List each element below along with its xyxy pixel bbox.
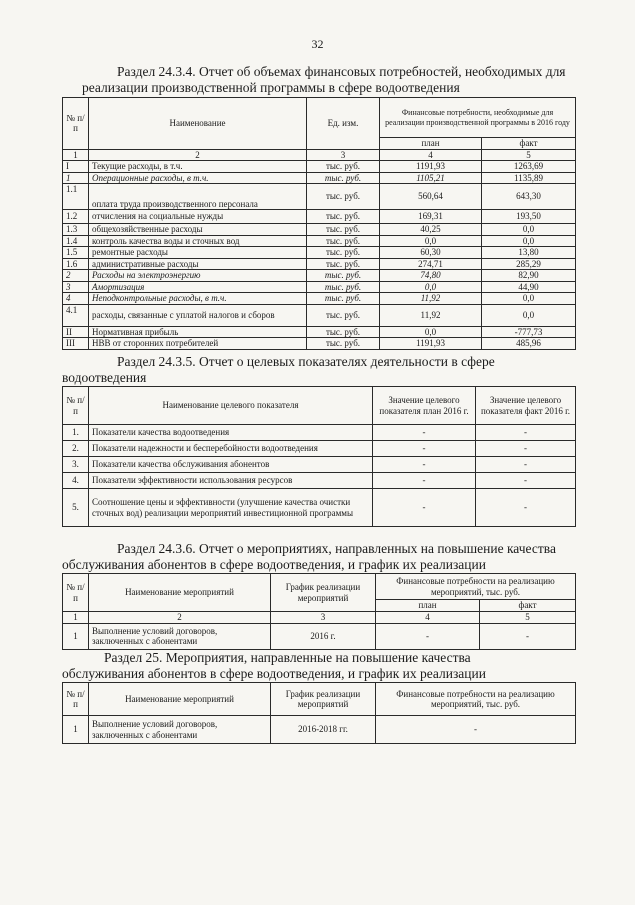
row-fact: 44,90 (482, 281, 576, 293)
row-name: Операционные расходы, в т.ч. (89, 172, 307, 184)
row-name: Нормативная прибыль (89, 326, 307, 338)
row-num: 3. (63, 457, 89, 473)
table-row (63, 270, 576, 282)
row-name: Расходы на электроэнергию (89, 270, 307, 282)
index-cell: 2 (89, 612, 271, 624)
row-plan: 560,64 (380, 184, 482, 210)
row-fact: - (480, 623, 576, 649)
col-header-fin: Финансовые потребности на реализацию мероприятий, тыс. руб. (376, 683, 576, 716)
section-24-3-4-title-line1: Раздел 24.3.4. Отчет об объемах финансовых потребностей, необходимых для (117, 64, 566, 79)
row-schedule: 2016-2018 гг. (271, 716, 376, 744)
row-fact: 1263,69 (482, 161, 576, 173)
row-unit: тыс. руб. (307, 224, 380, 236)
col-header-fin: Финансовые потребности, необходимые для реализации производственной программы в 2016 году (380, 98, 576, 138)
col-header-num: № п/п (63, 683, 89, 716)
row-fact: 82,90 (482, 270, 576, 282)
row-name: Текущие расходы, в т.ч. (89, 161, 307, 173)
section-24-3-6-title-line1: Раздел 24.3.6. Отчет о мероприятиях, направленных на повышение качества (117, 541, 556, 556)
row-unit: тыс. руб. (307, 172, 380, 184)
row-name: общехозяйственные расходы (89, 224, 307, 236)
row-num: I (63, 161, 89, 173)
row-unit: тыс. руб. (307, 247, 380, 259)
row-plan: 0,0 (380, 281, 482, 293)
row-plan: 74,80 (380, 270, 482, 282)
row-plan: - (373, 457, 476, 473)
col-header-plan: план (380, 138, 482, 150)
row-fact: 285,29 (482, 258, 576, 270)
row-fact: 13,80 (482, 247, 576, 259)
table-row (63, 457, 576, 473)
col-header-fact: Значение целевого показателя факт 2016 г. (476, 387, 576, 425)
row-num: 1 (63, 623, 89, 649)
row-num: 2 (63, 270, 89, 282)
row-unit: тыс. руб. (307, 293, 380, 305)
row-fact: - (476, 457, 576, 473)
row-num: 1.4 (63, 235, 89, 247)
service-measures-plan-table (62, 682, 576, 744)
row-num: 1 (63, 172, 89, 184)
table-row (63, 161, 576, 173)
index-cell: 1 (63, 149, 89, 161)
row-plan: - (373, 489, 476, 527)
table-row (63, 281, 576, 293)
row-name: Показатели эффективности использования ресурсов (89, 473, 373, 489)
table-row (63, 235, 576, 247)
index-cell: 5 (482, 149, 576, 161)
col-header-plan: план (376, 600, 480, 612)
row-name: отчисления на социальные нужды (89, 210, 307, 224)
row-fact: 485,96 (482, 338, 576, 350)
row-unit: тыс. руб. (307, 258, 380, 270)
financial-needs-table (62, 97, 576, 350)
row-schedule: 2016 г. (271, 623, 376, 649)
col-header-schedule: График реализации мероприятий (271, 574, 376, 612)
col-header-name: Наименование целевого показателя (89, 387, 373, 425)
row-name: Соотношение цены и эффективности (улучшение качества очистки сточных вод) реализации мероприятий инвестиционной программы (89, 489, 373, 527)
row-unit: тыс. руб. (307, 235, 380, 247)
table-row (63, 326, 576, 338)
table-row (63, 304, 576, 326)
col-header-name: Наименование (89, 98, 307, 150)
row-plan: 274,71 (380, 258, 482, 270)
index-cell: 5 (480, 612, 576, 624)
row-plan: - (373, 473, 476, 489)
section-24-3-4-title-line2: реализации производственной программы в сфере водоотведения (82, 80, 460, 95)
table-row (63, 489, 576, 527)
table-row (63, 247, 576, 259)
row-num: 5. (63, 489, 89, 527)
row-num: 3 (63, 281, 89, 293)
row-num: II (63, 326, 89, 338)
service-measures-report-table (62, 573, 576, 650)
section-25-title-line2: обслуживания абонентов в сфере водоотведения, и график их реализации (62, 666, 486, 681)
table-row (63, 172, 576, 184)
row-num: 1.6 (63, 258, 89, 270)
row-plan: 169,31 (380, 210, 482, 224)
row-num: 2. (63, 441, 89, 457)
col-header-num: № п/п (63, 574, 89, 612)
row-fin: - (376, 716, 576, 744)
table-row (63, 210, 576, 224)
row-name: Амортизация (89, 281, 307, 293)
index-cell: 2 (89, 149, 307, 161)
row-plan: 1191,93 (380, 161, 482, 173)
row-num: 1.1 (63, 184, 89, 210)
index-cell: 3 (307, 149, 380, 161)
row-name: расходы, связанные с уплатой налогов и сборов (89, 304, 307, 326)
row-name: Выполнение условий договоров, заключенных с абонентами (89, 623, 271, 649)
col-header-fact: факт (482, 138, 576, 150)
row-fact: 193,50 (482, 210, 576, 224)
page-number: 32 (311, 37, 324, 51)
row-num: 1.2 (63, 210, 89, 224)
section-24-3-6-title-line2: обслуживания абонентов в сфере водоотведения, и график их реализации (62, 557, 486, 572)
index-cell: 4 (380, 149, 482, 161)
col-header-num: № п/п (63, 387, 89, 425)
row-fact: 0,0 (482, 235, 576, 247)
row-num: III (63, 338, 89, 350)
row-fact: 1135,89 (482, 172, 576, 184)
row-fact: 0,0 (482, 224, 576, 236)
index-cell: 1 (63, 612, 89, 624)
col-header-name: Наименование мероприятий (89, 574, 271, 612)
col-header-plan: Значение целевого показателя план 2016 г. (373, 387, 476, 425)
row-name: оплата труда производственного персонала (89, 184, 307, 210)
table-row (63, 258, 576, 270)
row-plan: 60,30 (380, 247, 482, 259)
row-name: Показатели качества обслуживания абонентов (89, 457, 373, 473)
row-num: 1. (63, 425, 89, 441)
row-unit: тыс. руб. (307, 326, 380, 338)
index-cell: 4 (376, 612, 480, 624)
row-name: НВВ от сторонних потребителей (89, 338, 307, 350)
row-unit: тыс. руб. (307, 161, 380, 173)
row-unit: тыс. руб. (307, 210, 380, 224)
table-row (63, 184, 576, 210)
target-indicators-table (62, 386, 576, 527)
col-header-fact: факт (480, 600, 576, 612)
table-row (63, 473, 576, 489)
index-cell: 3 (271, 612, 376, 624)
row-name: Неподконтрольные расходы, в т.ч. (89, 293, 307, 305)
table-row (63, 441, 576, 457)
section-24-3-5-title-line1: Раздел 24.3.5. Отчет о целевых показателях деятельности в сфере (117, 354, 495, 369)
row-num: 1.5 (63, 247, 89, 259)
row-unit: тыс. руб. (307, 338, 380, 350)
table-row (63, 338, 576, 350)
row-fact: - (476, 473, 576, 489)
row-plan: 1191,93 (380, 338, 482, 350)
row-fact: - (476, 441, 576, 457)
section-25-title-line1: Раздел 25. Мероприятия, направленные на повышение качества (104, 650, 471, 665)
row-name: административные расходы (89, 258, 307, 270)
row-plan: 11,92 (380, 304, 482, 326)
col-header-unit: Ед. изм. (307, 98, 380, 150)
row-num: 1 (63, 716, 89, 744)
row-name: Показатели качества водоотведения (89, 425, 373, 441)
section-24-3-5-title-line2: водоотведения (62, 370, 147, 385)
row-fact: 0,0 (482, 304, 576, 326)
row-name: Выполнение условий договоров, заключенных с абонентами (89, 716, 271, 744)
row-fact: - (476, 425, 576, 441)
table-row (63, 224, 576, 236)
row-unit: тыс. руб. (307, 184, 380, 210)
row-plan: 0,0 (380, 326, 482, 338)
row-fact: - (476, 489, 576, 527)
row-unit: тыс. руб. (307, 281, 380, 293)
row-unit: тыс. руб. (307, 304, 380, 326)
col-header-schedule: График реализации мероприятий (271, 683, 376, 716)
col-header-fin: Финансовые потребности на реализацию мероприятий, тыс. руб. (376, 574, 576, 600)
col-header-num: № п/п (63, 98, 89, 150)
row-plan: 40,25 (380, 224, 482, 236)
table-row (63, 623, 576, 649)
row-plan: 1105,21 (380, 172, 482, 184)
row-name: Показатели надежности и бесперебойности водоотведения (89, 441, 373, 457)
row-plan: 0,0 (380, 235, 482, 247)
row-fact: 0,0 (482, 293, 576, 305)
table-row (63, 716, 576, 744)
row-name: ремонтные расходы (89, 247, 307, 259)
row-plan: - (373, 425, 476, 441)
row-num: 4. (63, 473, 89, 489)
row-num: 4.1 (63, 304, 89, 326)
row-plan: - (376, 623, 480, 649)
row-fact: 643,30 (482, 184, 576, 210)
col-header-name: Наименование мероприятий (89, 683, 271, 716)
row-plan: - (373, 441, 476, 457)
row-plan: 11,92 (380, 293, 482, 305)
row-num: 1.3 (63, 224, 89, 236)
row-num: 4 (63, 293, 89, 305)
row-name: контроль качества воды и сточных вод (89, 235, 307, 247)
table-row (63, 425, 576, 441)
row-unit: тыс. руб. (307, 270, 380, 282)
row-fact: -777,73 (482, 326, 576, 338)
table-row (63, 293, 576, 305)
